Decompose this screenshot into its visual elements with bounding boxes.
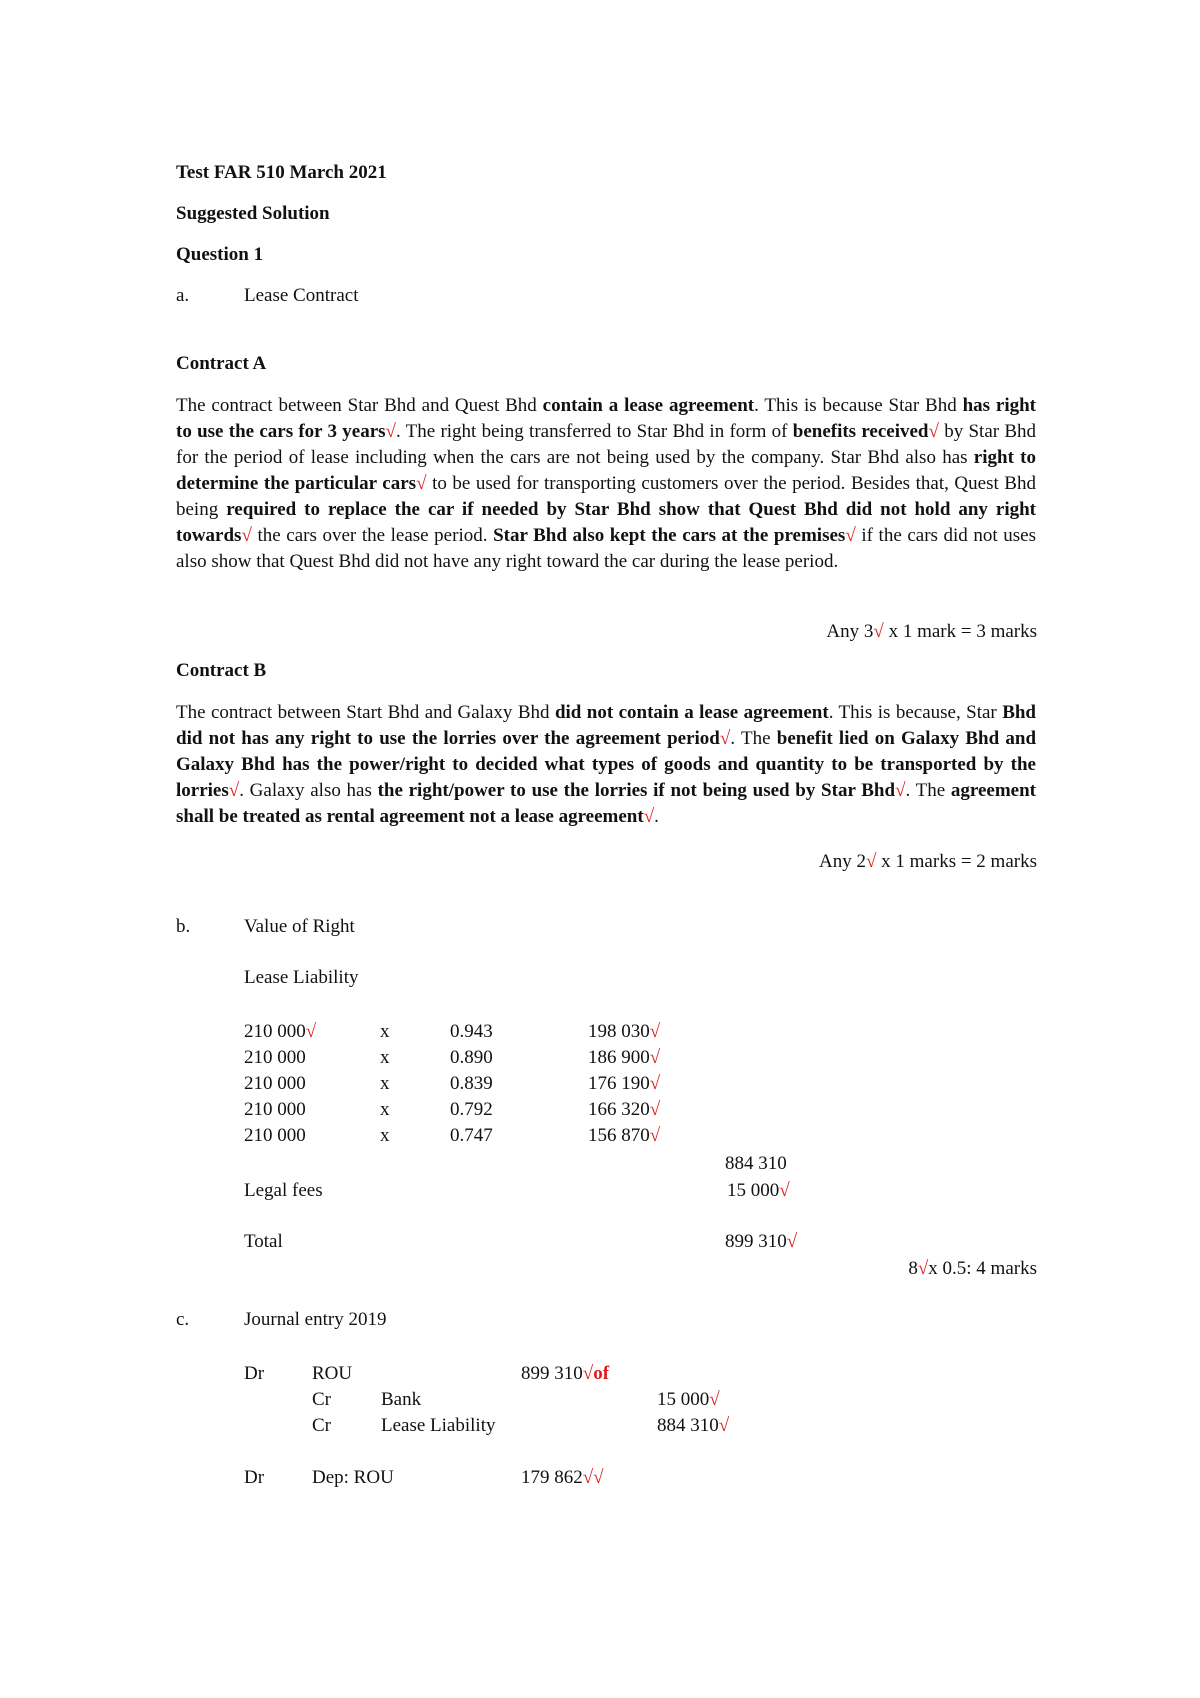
pv-result: 198 030 (588, 1021, 650, 1042)
tick-mark: √ (845, 525, 856, 546)
ca-text-5: to be used for transporting customers over the period. Besides that, Quest Bhd being (176, 473, 1036, 520)
pv-result: 176 190 (588, 1073, 650, 1094)
pv-factor: 0.747 (450, 1125, 493, 1146)
pv-subtotal: 884 310 (725, 1153, 787, 1174)
tick-mark: √ (873, 621, 884, 642)
journal-amount: 884 310 (657, 1415, 719, 1436)
tick-mark: √ (649, 1047, 661, 1068)
journal-amount: 15 000 (657, 1389, 710, 1410)
legal-fees-label: Legal fees (244, 1180, 323, 1201)
cb-text-4: . Galaxy also has (239, 780, 378, 801)
tick-mark: √ (228, 780, 240, 801)
ca-text-1: The contract between Star Bhd and Quest Bhd (176, 395, 543, 416)
part-b-subheading: Lease Liability (244, 967, 359, 988)
pv-operator: x (380, 1099, 390, 1120)
ca-bold-4: right to determine the particular cars (176, 447, 1036, 494)
contract-a-paragraph (176, 393, 1036, 575)
contract-a-marks (826, 619, 1037, 645)
tick-mark: √ (865, 851, 877, 872)
tick-mark: √ (649, 1021, 661, 1042)
tick-mark: √ (416, 473, 427, 494)
part-c-heading: Journal entry 2019 (244, 1309, 387, 1330)
pv-amount: 210 000 (244, 1125, 306, 1146)
pv-operator: x (380, 1047, 390, 1068)
ca-bold-3: benefits received (792, 421, 929, 442)
tick-mark: √ (649, 1073, 661, 1094)
pv-factor: 0.792 (450, 1099, 493, 1120)
ca-text-3: . The right being transferred to Star Bhd in form of (395, 421, 793, 442)
tick-mark: √ (385, 421, 396, 442)
tick-mark: √ (305, 1021, 317, 1042)
cb-bold-3: benefit lied on Galaxy Bhd and Galaxy Bhd has the power/right to decided what types of goods and quantity to be transported by the lorries (176, 728, 1037, 801)
pv-operator: x (380, 1125, 390, 1146)
part-b-heading: Value of Right (244, 916, 355, 937)
journal-debit: Dr (244, 1363, 265, 1384)
cb-text-1: The contract between Start Bhd and Galaxy Bhd (176, 702, 555, 723)
tick-mark: √ (649, 1125, 661, 1146)
journal-account: Bank (381, 1389, 422, 1410)
contract-b-title: Contract B (176, 660, 267, 681)
marks-suffix: x 1 mark = 3 marks (883, 621, 1037, 642)
part-c-label: c. (176, 1309, 190, 1330)
journal-debit: Dr (244, 1467, 265, 1488)
legal-fees-value: 15 000 (727, 1180, 780, 1201)
marks-prefix: Any 3 (826, 621, 874, 642)
tick-mark: √ (786, 1231, 798, 1252)
tick-mark: √ (643, 806, 655, 827)
contract-a-title: Contract A (176, 353, 267, 374)
cb-text-6: . (654, 806, 659, 827)
journal-amount: 179 862 (521, 1467, 583, 1488)
ca-bold-1: contain a lease agreement (542, 395, 755, 416)
marks-prefix: 8 (908, 1258, 918, 1279)
total-value: 899 310 (725, 1231, 787, 1252)
question-heading: Question 1 (176, 244, 264, 265)
pv-operator: x (380, 1073, 390, 1094)
ca-text-7: if the cars did not uses also show that Quest Bhd did not have any right toward the car during the lease period. (176, 525, 1036, 572)
tick-mark: √ (649, 1099, 661, 1120)
ca-bold-5: required to replace the car if needed by Star Bhd show that Quest Bhd did not hold any right towards (176, 499, 1036, 546)
cb-bold-5: agreement shall be treated as rental agreement not a lease agreement (176, 780, 1036, 827)
pv-amount: 210 000 (244, 1047, 306, 1068)
ca-text-4: by Star Bhd for the period of lease including when the cars are not being used by the company. Star Bhd also has (176, 421, 1037, 468)
pv-amount: 210 000 (244, 1073, 306, 1094)
ca-bold-6: Star Bhd also kept the cars at the premises (493, 525, 846, 546)
ca-text-2: . This is because Star Bhd (754, 395, 963, 416)
marks-prefix: Any 2 (818, 851, 866, 872)
part-a-label: a. (176, 285, 190, 306)
journal-amount: 899 310 (521, 1363, 583, 1384)
cb-bold-2: Bhd did not has any right to use the lorries over the agreement period (176, 702, 1036, 749)
pv-result: 166 320 (588, 1099, 650, 1120)
tick-mark: √ (241, 525, 252, 546)
ca-text-6: the cars over the lease period. (251, 525, 494, 546)
tick-mark: √ (895, 780, 906, 801)
ca-bold-2: has right to use the cars for 3 years (176, 395, 1036, 442)
journal-credit: Cr (312, 1415, 331, 1436)
pv-operator: x (380, 1021, 390, 1042)
journal-account: Dep: ROU (312, 1467, 394, 1488)
cb-bold-4: the right/power to use the lorries if not being used by Star Bhd (377, 780, 896, 801)
journal-credit: Cr (312, 1389, 331, 1410)
own-figure-note: of (593, 1363, 610, 1384)
cb-bold-1: did not contain a lease agreement (554, 702, 829, 723)
contract-b-marks (819, 849, 1037, 875)
double-tick-mark: √√ (582, 1467, 604, 1488)
cb-text-5: . The (905, 780, 951, 801)
part-a-heading: Lease Contract (244, 285, 359, 306)
pv-amount: 210 000 (244, 1021, 306, 1042)
doc-subtitle: Suggested Solution (176, 203, 330, 224)
cb-text-3: . The (730, 728, 777, 749)
tick-mark: √ (719, 728, 731, 749)
tick-mark: √ (928, 421, 939, 442)
tick-mark: √ (917, 1258, 929, 1279)
part-b-label: b. (176, 916, 191, 937)
contract-b-paragraph (176, 700, 1036, 830)
total-label: Total (244, 1231, 283, 1252)
tick-mark: √ (582, 1363, 594, 1384)
pv-factor: 0.943 (450, 1021, 493, 1042)
pv-result: 186 900 (588, 1047, 650, 1068)
pv-amount: 210 000 (244, 1099, 306, 1120)
cb-text-2: . This is because, Star (828, 702, 1003, 723)
tick-mark: √ (779, 1180, 790, 1201)
journal-account: Lease Liability (381, 1415, 496, 1436)
marks-suffix: x 1 marks = 2 marks (876, 851, 1037, 872)
doc-title: Test FAR 510 March 2021 (176, 162, 387, 183)
pv-factor: 0.839 (450, 1073, 493, 1094)
tick-mark: √ (709, 1389, 720, 1410)
journal-account: ROU (312, 1363, 353, 1384)
part-b-marks (908, 1256, 1037, 1282)
marks-suffix: x 0.5: 4 marks (928, 1258, 1037, 1279)
pv-factor: 0.890 (450, 1047, 493, 1068)
pv-result: 156 870 (588, 1125, 650, 1146)
tick-mark: √ (718, 1415, 730, 1436)
